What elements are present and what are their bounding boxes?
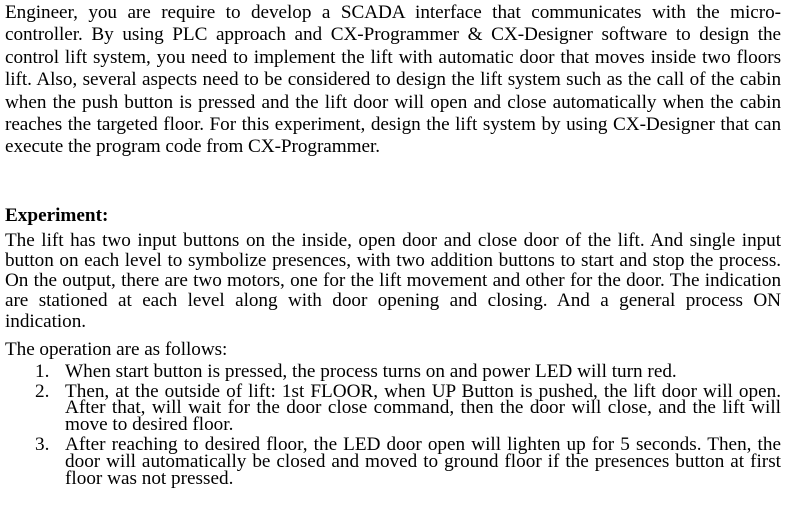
list-item [5, 360, 781, 382]
experiment-paragraph: The lift has two input buttons on the inside, open door and close door of the lift. And single input button on each level to symbolize presences, with two addition buttons to start and stop the process. On the output, there are two motors, one for the lift movement and other for the door. The indication are stationed at each level along with door opening and closing. And a general process ON indication. [5, 229, 781, 332]
step-number: 2. [35, 380, 50, 402]
experiment-section [5, 205, 781, 488]
list-item [5, 434, 781, 489]
intro-paragraph: Engineer, you are require to develop a SCADA interface that communicates with the micro-controller. By using PLC approach and CX-Programmer & CX-Designer software to design the control lift system, you need to implement the lift with automatic door that moves inside two floors lift. Also, several aspects need to be considered to design the lift system such as the call of the cabin when the push button is pressed and the lift door will open and close automatically when the cabin reaches the targeted floor. For this experiment, design the lift system by using CX-Designer that can execute the program code from CX-Programmer. [5, 2, 781, 158]
step-text: After reaching to desired floor, the LED door open will lighten up for 5 seconds. Then, the door will automatically be closed and moved to ground floor if the presences button at first floor was not pressed. [65, 434, 781, 489]
operation-intro: The operation are as follows: [5, 338, 228, 360]
step-number: 1. [35, 360, 50, 382]
step-text: When start button is pressed, the process turns on and power LED will turn red. [65, 360, 677, 382]
step-number: 3. [35, 434, 50, 456]
experiment-heading: Experiment: [5, 204, 109, 226]
operation-steps-list [5, 360, 781, 489]
list-item [5, 380, 781, 436]
step-text: Then, at the outside of lift: 1st FLOOR, when UP Button is pushed, the lift door will open. After that, will wait for the door close command, then the door will close, and the lift will move to desired floor. [65, 380, 781, 436]
document-page [5, 0, 781, 490]
